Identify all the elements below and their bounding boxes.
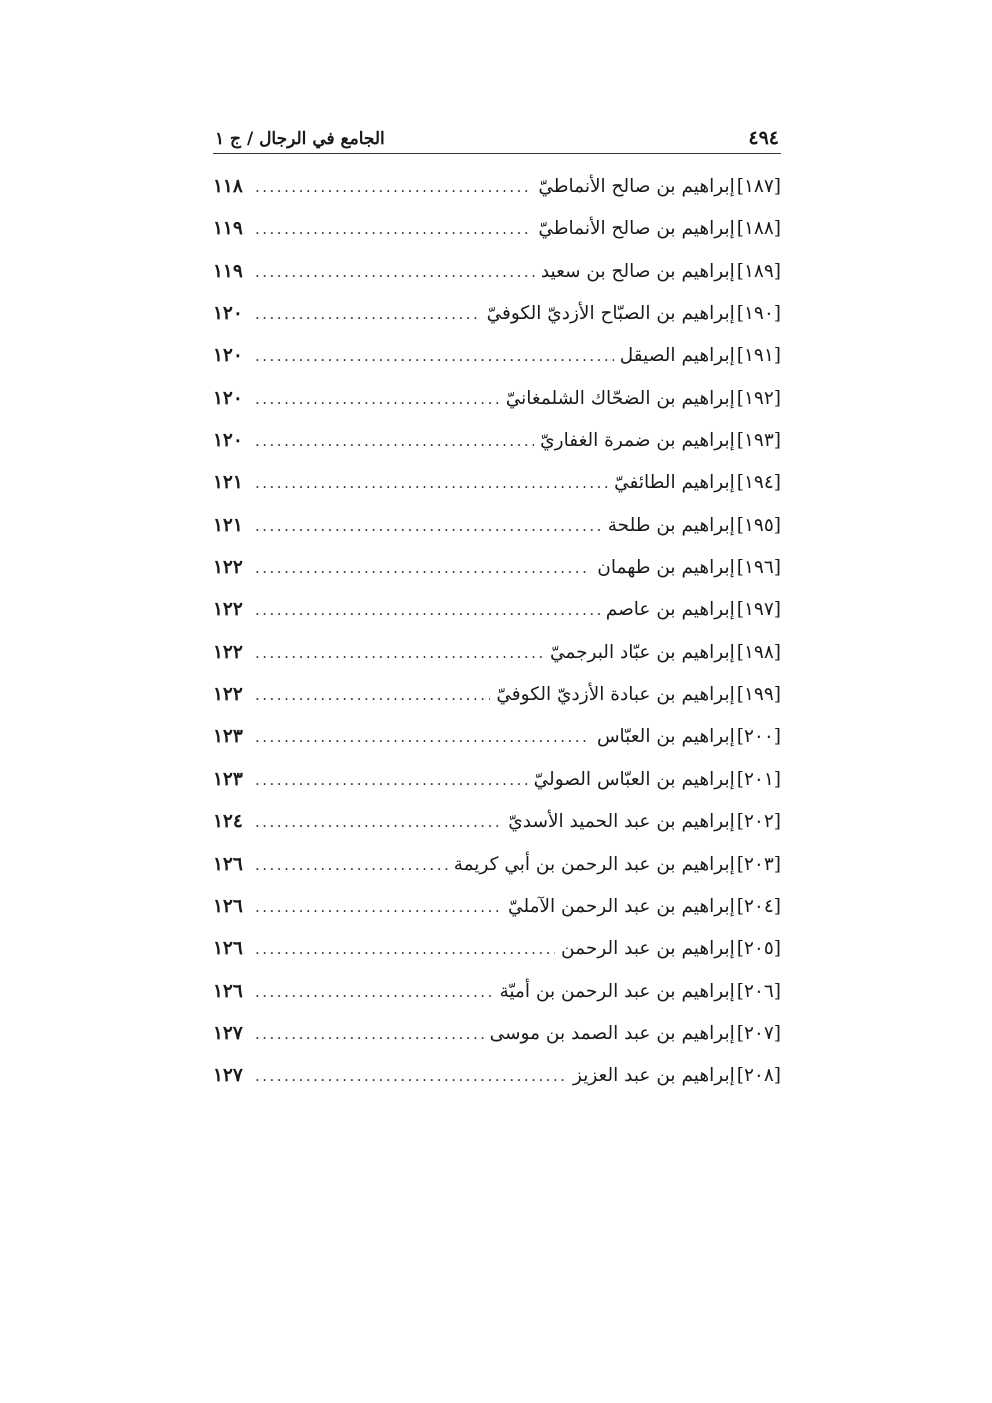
entry-name: إبراهيم بن صالح الأنماطيّ xyxy=(538,218,735,240)
entry-number: [٢٠١] xyxy=(736,768,781,790)
entry-page-number: ١٢٢ xyxy=(213,599,243,621)
entry-page-number: ١٢٠ xyxy=(213,303,243,325)
entry-page-number: ١٢٦ xyxy=(213,853,243,875)
entry-name: إبراهيم بن عبد الرحمن الآمليّ xyxy=(508,895,735,917)
dot-leader xyxy=(255,674,490,716)
dot-leader xyxy=(255,293,481,335)
entry-name: إبراهيم بن عبد الصمد بن موسى xyxy=(489,1022,735,1044)
dot-leader xyxy=(255,378,500,420)
entry-number: [١٩٦] xyxy=(736,557,781,579)
entry-page-number: ١٢١ xyxy=(213,514,243,536)
toc-entry xyxy=(213,547,781,589)
toc-entry xyxy=(213,462,781,504)
dot-leader xyxy=(255,632,544,674)
toc-entry xyxy=(213,886,781,928)
entry-number: [٢٠٥] xyxy=(736,938,781,960)
table-of-contents xyxy=(213,166,781,1098)
book-page xyxy=(213,118,781,1098)
entry-number: [١٩٨] xyxy=(736,641,781,663)
dot-leader xyxy=(255,589,600,631)
entry-name: إبراهيم بن طلحة xyxy=(607,514,735,536)
running-title: الجامع في الرجال / ج ١ xyxy=(215,129,385,149)
entry-page-number: ١٢١ xyxy=(213,472,243,494)
toc-entry xyxy=(213,674,781,716)
toc-entry xyxy=(213,1055,781,1097)
entry-name: إبراهيم بن عبّاد البرجميّ xyxy=(549,641,735,663)
toc-entry xyxy=(213,716,781,758)
toc-entry xyxy=(213,293,781,335)
entry-page-number: ١٢٤ xyxy=(213,811,243,833)
entry-name: إبراهيم بن عبد العزيز xyxy=(572,1065,735,1087)
entry-name: إبراهيم بن عبد الحميد الأسديّ xyxy=(508,811,735,833)
toc-entry xyxy=(213,378,781,420)
entry-page-number: ١٢٧ xyxy=(213,1022,243,1044)
page-number: ٤٩٤ xyxy=(748,127,779,149)
entry-name: إبراهيم بن صالح بن سعيد xyxy=(540,260,735,282)
entry-number: [١٩٣] xyxy=(736,430,781,452)
dot-leader xyxy=(255,886,502,928)
entry-name: إبراهيم بن العبّاس الصوليّ xyxy=(533,768,735,790)
toc-entry xyxy=(213,928,781,970)
toc-entry xyxy=(213,1013,781,1055)
dot-leader xyxy=(255,208,532,250)
toc-entry xyxy=(213,844,781,886)
toc-entry xyxy=(213,801,781,843)
entry-page-number: ١٢٦ xyxy=(213,938,243,960)
entry-name: إبراهيم بن عبد الرحمن بن أبي كريمة xyxy=(453,853,735,875)
dot-leader xyxy=(255,420,534,462)
toc-entry xyxy=(213,759,781,801)
dot-leader xyxy=(255,505,602,547)
toc-entry xyxy=(213,632,781,674)
dot-leader xyxy=(255,1055,567,1097)
entry-page-number: ١٢٠ xyxy=(213,430,243,452)
entry-page-number: ١٢٠ xyxy=(213,387,243,409)
entry-number: [٢٠٤] xyxy=(736,895,781,917)
entry-name: إبراهيم بن عبد الرحمن بن أميّة xyxy=(499,980,735,1002)
entry-name: إبراهيم بن العبّاس xyxy=(596,726,735,748)
entry-page-number: ١١٩ xyxy=(213,260,243,282)
toc-entry xyxy=(213,335,781,377)
entry-name: إبراهيم بن عبادة الأزديّ الكوفيّ xyxy=(496,684,735,706)
toc-entry xyxy=(213,420,781,462)
entry-number: [٢٠٨] xyxy=(736,1065,781,1087)
entry-number: [١٩٢] xyxy=(736,387,781,409)
dot-leader xyxy=(255,1013,484,1055)
entry-number: [١٩١] xyxy=(736,345,781,367)
entry-number: [٢٠٠] xyxy=(736,726,781,748)
entry-page-number: ١١٩ xyxy=(213,218,243,240)
page-header xyxy=(213,118,781,154)
entry-number: [١٨٨] xyxy=(736,218,781,240)
dot-leader xyxy=(255,166,532,208)
dot-leader xyxy=(255,928,555,970)
entry-page-number: ١٢٢ xyxy=(213,557,243,579)
entry-name: إبراهيم بن الضحّاك الشلمغانيّ xyxy=(505,387,735,409)
dot-leader xyxy=(255,971,494,1013)
entry-page-number: ١٢٦ xyxy=(213,980,243,1002)
entry-page-number: ١٢٠ xyxy=(213,345,243,367)
entry-name: إبراهيم بن عبد الرحمن xyxy=(561,938,735,960)
dot-leader xyxy=(255,462,608,504)
dot-leader xyxy=(255,759,528,801)
dot-leader xyxy=(255,547,591,589)
entry-page-number: ١١٨ xyxy=(213,176,243,197)
dot-leader xyxy=(255,716,591,758)
entry-page-number: ١٢٣ xyxy=(213,726,243,748)
entry-number: [٢٠٢] xyxy=(736,811,781,833)
entry-number: [١٩٤] xyxy=(736,472,781,494)
toc-entry xyxy=(213,505,781,547)
entry-number: [١٩٥] xyxy=(736,514,781,536)
toc-entry xyxy=(213,589,781,631)
entry-page-number: ١٢٦ xyxy=(213,895,243,917)
entry-number: [١٩٧] xyxy=(736,599,781,621)
entry-name: إبراهيم بن ضمرة الغفاريّ xyxy=(540,430,735,452)
entry-number: [١٨٧] xyxy=(736,176,781,197)
entry-number: [١٩٩] xyxy=(736,684,781,706)
entry-name: إبراهيم الطائفيّ xyxy=(614,472,735,494)
entry-name: إبراهيم بن طهمان xyxy=(597,557,735,579)
entry-name: إبراهيم الصيقل xyxy=(619,345,735,367)
entry-page-number: ١٢٣ xyxy=(213,768,243,790)
entry-number: [٢٠٣] xyxy=(736,853,781,875)
entry-page-number: ١٢٧ xyxy=(213,1065,243,1087)
entry-number: [٢٠٦] xyxy=(736,980,781,1002)
entry-name: إبراهيم بن صالح الأنماطيّ xyxy=(538,176,735,197)
entry-page-number: ١٢٢ xyxy=(213,641,243,663)
entry-number: [١٩٠] xyxy=(736,303,781,325)
dot-leader xyxy=(255,251,535,293)
toc-entry xyxy=(213,166,781,208)
toc-entry xyxy=(213,971,781,1013)
entry-page-number: ١٢٢ xyxy=(213,684,243,706)
entry-name: إبراهيم بن عاصم xyxy=(605,599,735,621)
dot-leader xyxy=(255,335,614,377)
entry-number: [١٨٩] xyxy=(736,260,781,282)
entry-name: إبراهيم بن الصبّاح الأزديّ الكوفيّ xyxy=(486,303,735,325)
dot-leader xyxy=(255,801,502,843)
toc-entry xyxy=(213,251,781,293)
toc-entry xyxy=(213,208,781,250)
entry-number: [٢٠٧] xyxy=(736,1022,781,1044)
dot-leader xyxy=(255,844,448,886)
